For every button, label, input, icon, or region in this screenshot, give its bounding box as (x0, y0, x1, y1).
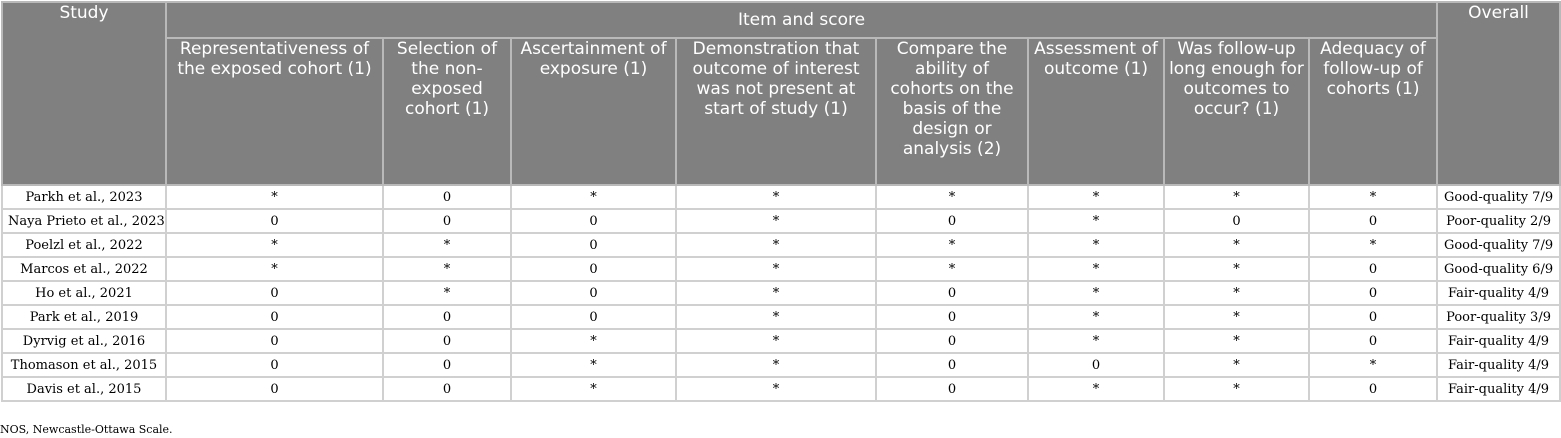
score-cell: 0 (1028, 353, 1164, 377)
score-cell: 0 (383, 353, 511, 377)
score-cell: 0 (876, 305, 1028, 329)
item-header-follow-up-adequacy: Adequacy of follow-up of cohorts (1) (1309, 38, 1437, 185)
overall-cell: Fair-quality 4/9 (1437, 377, 1560, 401)
item-and-score-header: Item and score (166, 2, 1437, 38)
study-cell: Ho et al., 2021 (2, 281, 166, 305)
score-cell: * (1164, 377, 1309, 401)
study-cell: Thomason et al., 2015 (2, 353, 166, 377)
study-cell: Park et al., 2019 (2, 305, 166, 329)
score-cell: * (511, 353, 676, 377)
score-cell: * (383, 281, 511, 305)
score-cell: 0 (166, 377, 383, 401)
study-cell: Davis et al., 2015 (2, 377, 166, 401)
score-cell: 0 (511, 257, 676, 281)
study-cell: Dyrvig et al., 2016 (2, 329, 166, 353)
score-cell: * (511, 377, 676, 401)
header-row-top (2, 2, 1560, 38)
score-cell: 0 (1309, 257, 1437, 281)
score-cell: * (1164, 329, 1309, 353)
score-cell: * (876, 233, 1028, 257)
score-cell: * (511, 329, 676, 353)
study-cell: Parkh et al., 2023 (2, 185, 166, 209)
score-cell: 0 (383, 329, 511, 353)
table-body (2, 185, 1560, 401)
score-cell: 0 (1309, 305, 1437, 329)
overall-cell: Good-quality 7/9 (1437, 185, 1560, 209)
study-cell: Marcos et al., 2022 (2, 257, 166, 281)
score-cell: 0 (166, 353, 383, 377)
score-cell: 0 (511, 233, 676, 257)
score-cell: 0 (383, 305, 511, 329)
score-cell: 0 (383, 209, 511, 233)
overall-cell: Poor-quality 3/9 (1437, 305, 1560, 329)
item-header-ascertainment: Ascertainment of exposure (1) (511, 38, 676, 185)
item-header-outcome-not-present: Demonstration that outcome of interest was not present at start of study (1) (676, 38, 876, 185)
score-cell: * (676, 329, 876, 353)
score-cell: 0 (876, 377, 1028, 401)
score-cell: 0 (876, 209, 1028, 233)
item-header-follow-up-length: Was follow-up long enough for outcomes to occur? (1) (1164, 38, 1309, 185)
score-cell: 0 (166, 329, 383, 353)
score-cell: 0 (166, 281, 383, 305)
score-cell: * (1164, 257, 1309, 281)
score-cell: * (1164, 185, 1309, 209)
score-cell: * (383, 257, 511, 281)
score-cell: 0 (876, 281, 1028, 305)
score-cell: 0 (876, 329, 1028, 353)
score-cell: * (1028, 233, 1164, 257)
header-row-items (2, 38, 1560, 185)
table-row (2, 257, 1560, 281)
score-cell: * (1164, 305, 1309, 329)
nos-quality-table (1, 1, 1561, 402)
study-cell: Naya Prieto et al., 2023 (2, 209, 166, 233)
score-cell: 0 (383, 377, 511, 401)
score-cell: 0 (1309, 281, 1437, 305)
score-cell: * (1164, 281, 1309, 305)
table-header (2, 2, 1560, 185)
overall-cell: Good-quality 6/9 (1437, 257, 1560, 281)
overall-cell: Fair-quality 4/9 (1437, 281, 1560, 305)
score-cell: * (1028, 209, 1164, 233)
score-cell: * (676, 305, 876, 329)
score-cell: 0 (511, 305, 676, 329)
score-cell: * (676, 257, 876, 281)
score-cell: * (166, 233, 383, 257)
table-row (2, 353, 1560, 377)
score-cell: * (166, 257, 383, 281)
score-cell: 0 (166, 209, 383, 233)
table-row (2, 377, 1560, 401)
overall-cell: Fair-quality 4/9 (1437, 329, 1560, 353)
overall-cell: Good-quality 7/9 (1437, 233, 1560, 257)
table-row (2, 209, 1560, 233)
score-cell: * (383, 233, 511, 257)
score-cell: * (876, 257, 1028, 281)
score-cell: * (1028, 257, 1164, 281)
score-cell: * (1028, 329, 1164, 353)
score-cell: 0 (511, 281, 676, 305)
score-cell: * (1028, 281, 1164, 305)
score-cell: * (1164, 353, 1309, 377)
score-cell: 0 (1164, 209, 1309, 233)
overall-column-header: Overall (1437, 2, 1560, 185)
item-header-selection-non-exposed: Selection of the non-exposed cohort (1) (383, 38, 511, 185)
score-cell: * (511, 185, 676, 209)
study-column-header: Study (2, 2, 166, 185)
score-cell: 0 (383, 185, 511, 209)
table-footnote: NOS, Newcastle-Ottawa Scale. (0, 423, 173, 436)
score-cell: * (1028, 185, 1164, 209)
score-cell: * (1309, 185, 1437, 209)
score-cell: * (1164, 233, 1309, 257)
score-cell: * (676, 377, 876, 401)
overall-cell: Fair-quality 4/9 (1437, 353, 1560, 377)
table-row (2, 185, 1560, 209)
score-cell: * (1028, 305, 1164, 329)
overall-cell: Poor-quality 2/9 (1437, 209, 1560, 233)
score-cell: * (1028, 377, 1164, 401)
table-row (2, 233, 1560, 257)
score-cell: * (676, 233, 876, 257)
score-cell: * (1309, 233, 1437, 257)
score-cell: * (676, 353, 876, 377)
score-cell: 0 (1309, 377, 1437, 401)
score-cell: 0 (511, 209, 676, 233)
table-row (2, 329, 1560, 353)
score-cell: * (676, 209, 876, 233)
score-cell: * (676, 281, 876, 305)
item-header-comparability: Compare the ability of cohorts on the basis of the design or analysis (2) (876, 38, 1028, 185)
table-row (2, 281, 1560, 305)
score-cell: * (166, 185, 383, 209)
table-row (2, 305, 1560, 329)
study-cell: Poelzl et al., 2022 (2, 233, 166, 257)
score-cell: * (1309, 353, 1437, 377)
score-cell: 0 (1309, 209, 1437, 233)
score-cell: 0 (166, 305, 383, 329)
score-cell: 0 (876, 353, 1028, 377)
item-header-representativeness: Representativeness of the exposed cohort (1) (166, 38, 383, 185)
score-cell: 0 (1309, 329, 1437, 353)
item-header-assessment-outcome: Assessment of outcome (1) (1028, 38, 1164, 185)
score-cell: * (676, 185, 876, 209)
score-cell: * (876, 185, 1028, 209)
